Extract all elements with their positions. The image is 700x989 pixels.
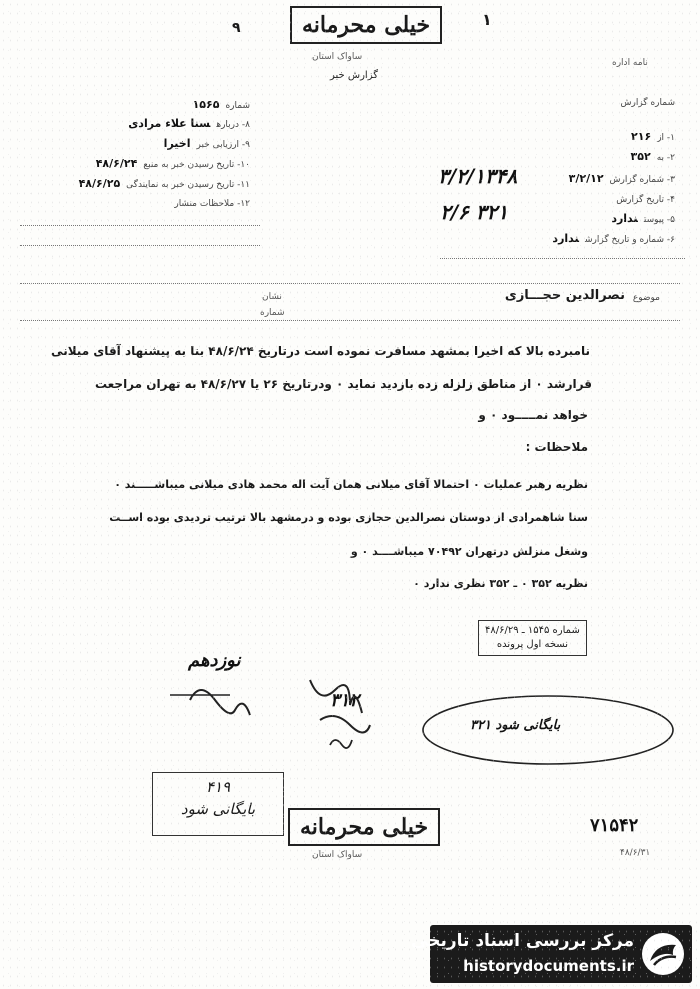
notes-label: ملاحظات : bbox=[525, 440, 588, 454]
document-number: ۷۱۵۴۲ bbox=[590, 815, 639, 836]
info-left-row: ۱۰- تاریخ رسیدن خبر به منبع۴۸/۶/۲۴ bbox=[95, 157, 250, 170]
divider bbox=[20, 225, 260, 226]
watermark-en: historydocuments.ir bbox=[463, 957, 634, 975]
stamp-sub-label: ساواک استان bbox=[312, 52, 363, 62]
info-right-row: ۱- از۲۱۶ bbox=[631, 130, 675, 143]
watermark-banner bbox=[411, 925, 692, 983]
form-title: گزارش خبر bbox=[330, 70, 378, 81]
handwritten-ref: ۳۲۱ ۲/۶ bbox=[440, 200, 508, 224]
body-line: نامبرده بالا که اخیرا بمشهد مسافرت نموده است درتاریخ ۴۸/۶/۲۴ بنا به پیشنهاد آقای میلانی bbox=[51, 344, 590, 358]
divider bbox=[440, 258, 685, 259]
body-line: خواهد نمـــــود ۰ و bbox=[478, 408, 588, 422]
info-right-row: ۵- پیوستندارد bbox=[611, 212, 675, 225]
watermark-logo-icon bbox=[640, 931, 686, 977]
body-line: قرارشد ۰ از مناطق زلزله زده بازدید نماید ۰ ودرتاریخ ۲۶ یا ۴۸/۶/۲۷ به تهران مراجعت bbox=[94, 377, 592, 391]
divider bbox=[20, 245, 260, 246]
note-line: نظریه رهبر عملیات ۰ احتمالا آقای میلانی همان آیت اله محمد هادی میلانی میباشـــــند ۰ bbox=[114, 478, 588, 491]
copy-label: شماره bbox=[260, 308, 285, 318]
bottom-classification-stamp: خیلی محرمانه bbox=[288, 808, 440, 846]
oval-note-text: بایگانی شود ۳۲۱ bbox=[470, 718, 561, 733]
divider bbox=[20, 320, 680, 321]
top-right-note: نامه اداره bbox=[612, 58, 648, 68]
subject-value: نصرالدین حجـــازی bbox=[504, 288, 625, 303]
info-left-row: ۸- دربارهسنا علاء مرادی bbox=[128, 117, 250, 130]
page-mark: ۱ bbox=[482, 10, 492, 29]
signature-scribbles bbox=[150, 660, 430, 770]
signature: نوزدهم bbox=[188, 650, 241, 671]
info-right-row: ۳- شماره گزارش۳/۲/۱۲ bbox=[568, 172, 675, 185]
info-left-row: ۹- ارزیابی خبراخیرا bbox=[163, 137, 250, 150]
subject-label: موضوع bbox=[632, 293, 660, 303]
note-line: نظریه ۳۵۲ ۰ ـ ۳۵۲ نظری ندارد ۰ bbox=[413, 577, 588, 590]
info-right-row: ۶- شماره و تاریخ گزارشندارد bbox=[552, 232, 675, 245]
signature: ۳۱۲ bbox=[330, 690, 360, 711]
note-line: وشغل منزلش درتهران ۷۰۴۹۲ میباشــــد ۰ و bbox=[350, 545, 588, 558]
copy-label: نشان bbox=[262, 292, 282, 302]
top-classification-stamp: خیلی محرمانه bbox=[290, 6, 442, 44]
note-line: سنا شاهمرادی از دوستان نصرالدین حجازی بوده و درمشهد بالا ترتیب تردیدی بوده اســت bbox=[109, 511, 588, 524]
handwritten-ref: ۳/۲/۱۳۴۸ bbox=[438, 164, 518, 188]
top-left-mark: ۹ bbox=[232, 20, 241, 36]
watermark-fa: مرکز بررسی اسناد تاریخی bbox=[411, 931, 634, 951]
info-right-row: ۲- به۳۵۲ bbox=[630, 150, 675, 163]
info-left-row: ۱۲- ملاحظات منشار bbox=[174, 199, 250, 209]
info-right-row: ۴- تاریخ گزارش bbox=[616, 195, 675, 205]
info-left-row: شماره۱۵۶۵ bbox=[192, 98, 250, 111]
info-right-row: شماره گزارش bbox=[620, 98, 675, 108]
archive-stamp: ۴۱۹ بایگانی شود bbox=[152, 772, 284, 836]
registration-stamp: شماره ۱۵۴۵ ـ ۴۸/۶/۲۹ نسخه اول پرونده bbox=[478, 620, 587, 656]
bottom-stamp-sub: ساواک استان bbox=[312, 850, 363, 860]
info-left-row: ۱۱- تاریخ رسیدن خبر به نمایندگی۴۸/۶/۲۵ bbox=[78, 177, 250, 190]
corner-date: ۴۸/۶/۳۱ bbox=[620, 848, 651, 858]
divider bbox=[20, 283, 680, 284]
